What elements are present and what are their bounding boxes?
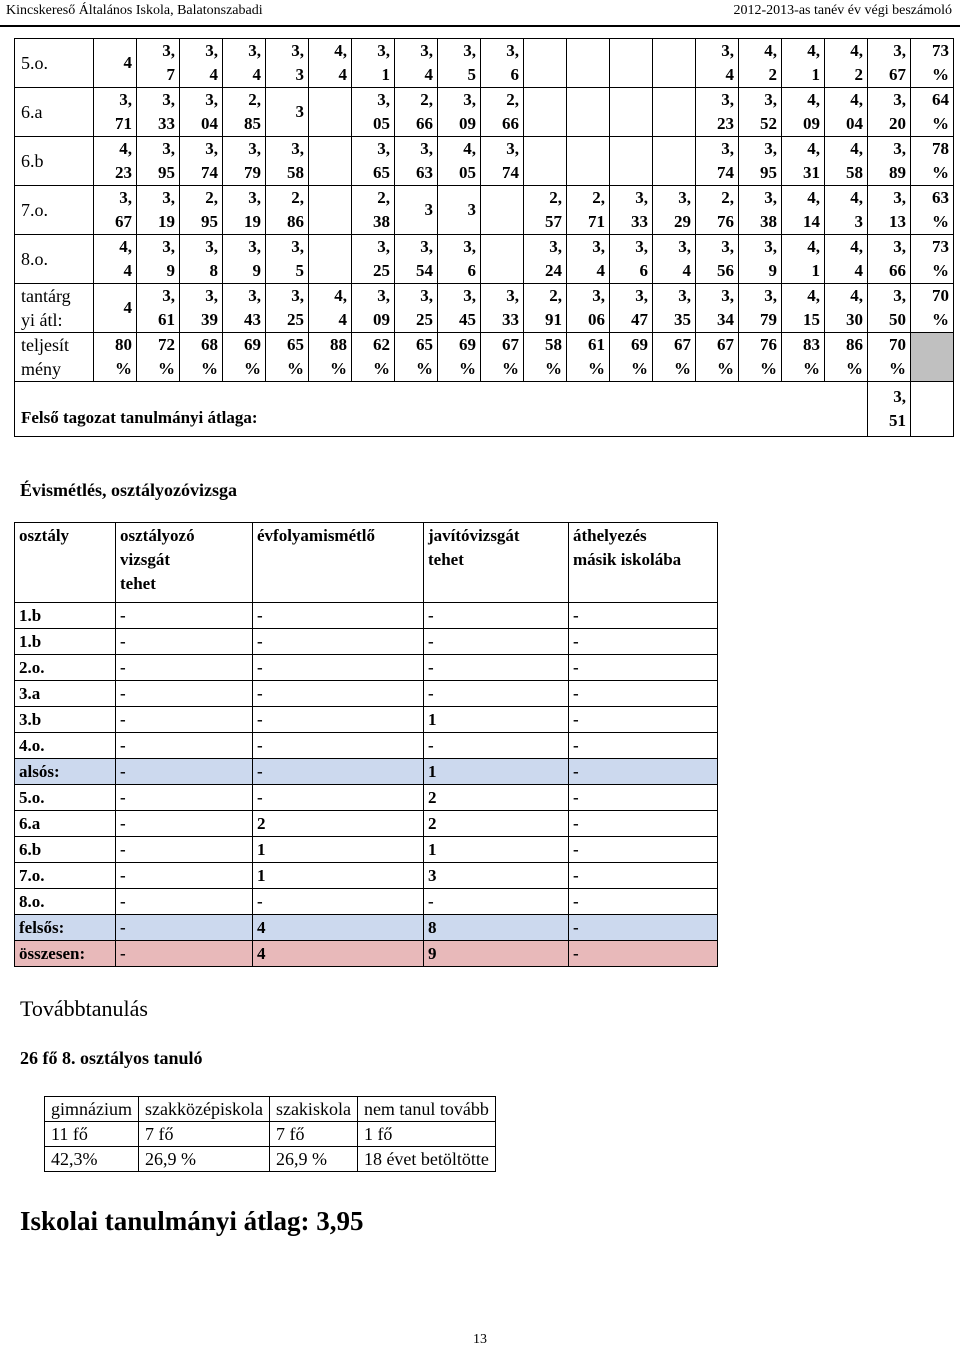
repeat-row: [15, 863, 718, 889]
repeat-cell: 4: [253, 915, 424, 941]
count-cell: 7 fő: [269, 1122, 357, 1147]
grade-cell: 3, 74: [481, 137, 524, 186]
grade-cell: 76 %: [739, 333, 782, 382]
grade-cell: 3, 6: [610, 235, 653, 284]
grade-cell: 3, 4: [395, 39, 438, 88]
grade-cell: 3, 89: [868, 137, 911, 186]
grade-cell: 3, 09: [438, 88, 481, 137]
grade-cell: 3, 61: [137, 284, 180, 333]
grades-row: [15, 186, 954, 235]
grade-cell: 3, 20: [868, 88, 911, 137]
repeat-cell: -: [116, 863, 253, 889]
grade-cell: 2, 95: [180, 186, 223, 235]
repeat-cell: -: [569, 733, 718, 759]
grade-cell: 4, 2: [825, 39, 868, 88]
grade-cell: 63 %: [911, 186, 954, 235]
repeat-cell: -: [253, 889, 424, 915]
grade-cell: [524, 39, 567, 88]
grade-cell: 4, 30: [825, 284, 868, 333]
repeat-cell: -: [569, 681, 718, 707]
repeat-cell: 3: [424, 863, 569, 889]
grade-cell: [481, 235, 524, 284]
grade-cell: [610, 88, 653, 137]
grade-cell: 64 %: [911, 88, 954, 137]
repeat-cell: 1.b: [15, 603, 116, 629]
repeat-cell: -: [569, 915, 718, 941]
grade-cell: 3, 05: [352, 88, 395, 137]
grade-cell: 3, 19: [137, 186, 180, 235]
row-label: 8.o.: [15, 235, 94, 284]
grade-cell: 88 %: [309, 333, 352, 382]
grade-cell: 67 %: [696, 333, 739, 382]
grade-cell: 3, 4: [567, 235, 610, 284]
grade-cell: 2, 85: [223, 88, 266, 137]
grade-cell: 72 %: [137, 333, 180, 382]
repeat-row: [15, 603, 718, 629]
grade-cell: 3, 13: [868, 186, 911, 235]
grade-cell: 3, 52: [739, 88, 782, 137]
grade-cell: 3, 4: [223, 39, 266, 88]
grades-row: [15, 284, 954, 333]
repeat-row: [15, 915, 718, 941]
repeat-row: [15, 941, 718, 967]
grade-cell: [567, 88, 610, 137]
grade-cell: 4, 58: [825, 137, 868, 186]
grade-cell: 73 %: [911, 235, 954, 284]
repeat-cell: -: [116, 655, 253, 681]
repeat-cell: -: [253, 629, 424, 655]
grade-cell: 3, 38: [739, 186, 782, 235]
repeat-cell: -: [116, 837, 253, 863]
grade-cell: 3, 09: [352, 284, 395, 333]
grade-cell: 2, 66: [395, 88, 438, 137]
grade-cell: 3, 74: [180, 137, 223, 186]
repeat-cell: -: [424, 681, 569, 707]
grade-cell: 2, 66: [481, 88, 524, 137]
repeat-cell: felsős:: [15, 915, 116, 941]
grade-cell: 2, 76: [696, 186, 739, 235]
repeat-cell: 6.a: [15, 811, 116, 837]
repeat-cell: -: [569, 889, 718, 915]
grade-cell: 3, 1: [352, 39, 395, 88]
further-study-percent-row: [45, 1147, 496, 1172]
header-school-name: Kincskereső Általános Iskola, Balatonszabadi: [6, 3, 263, 18]
repeat-cell: 3.a: [15, 681, 116, 707]
repeat-cell: -: [569, 811, 718, 837]
row-label: teljesít mény: [15, 333, 94, 382]
grade-cell: 80 %: [94, 333, 137, 382]
repeat-cell: 6.b: [15, 837, 116, 863]
grade-cell: 4, 4: [94, 235, 137, 284]
grade-cell: 3, 47: [610, 284, 653, 333]
header-report-title: 2012-2013-as tanév év végi beszámoló: [733, 3, 952, 18]
repeat-cell: 5.o.: [15, 785, 116, 811]
further-study-table: [44, 1096, 496, 1172]
grade-cell: 3, 9: [739, 235, 782, 284]
count-cell: 1 fő: [357, 1122, 495, 1147]
count-cell: 7 fő: [138, 1122, 269, 1147]
grade-cell: 3, 6: [481, 39, 524, 88]
grade-cell: 2, 86: [266, 186, 309, 235]
repeat-cell: -: [116, 629, 253, 655]
grade-cell: 3, 35: [653, 284, 696, 333]
grade-cell: 68 %: [180, 333, 223, 382]
repeat-cell: -: [253, 707, 424, 733]
grade-cell: 4, 3: [825, 186, 868, 235]
grade-cell: 3, 24: [524, 235, 567, 284]
upper-average-value: 3, 51: [868, 382, 911, 437]
grade-cell: 78 %: [911, 137, 954, 186]
grade-cell: 3, 58: [266, 137, 309, 186]
row-label: 6.b: [15, 137, 94, 186]
repeat-cell: -: [116, 889, 253, 915]
grade-cell: 3, 79: [223, 137, 266, 186]
grade-cell: 3, 33: [137, 88, 180, 137]
grade-cell: 3, 67: [94, 186, 137, 235]
grade-cell: 3, 54: [395, 235, 438, 284]
grade-cell: 67 %: [653, 333, 696, 382]
repeat-cell: -: [424, 603, 569, 629]
grade-cell: 3, 45: [438, 284, 481, 333]
repeat-row: [15, 785, 718, 811]
grade-cell: 4, 04: [825, 88, 868, 137]
grade-cell: 58 %: [524, 333, 567, 382]
repeat-cell: alsós:: [15, 759, 116, 785]
grade-cell: 4, 1: [782, 39, 825, 88]
grade-cell: 3, 7: [137, 39, 180, 88]
repeat-cell: -: [424, 655, 569, 681]
grade-cell: 3, 63: [395, 137, 438, 186]
grade-cell: 3, 39: [180, 284, 223, 333]
upper-average-label: Felső tagozat tanulmányi átlaga:: [15, 382, 868, 437]
repeat-cell: 2: [424, 811, 569, 837]
header-cell: gimnázium: [45, 1097, 139, 1122]
grades-row: [15, 235, 954, 284]
grade-cell: 3, 33: [610, 186, 653, 235]
percent-cell: 26,9 %: [269, 1147, 357, 1172]
grade-cell: 3, 43: [223, 284, 266, 333]
repeat-cell: 4.o.: [15, 733, 116, 759]
grade-cell: [567, 137, 610, 186]
repeat-cell: -: [569, 629, 718, 655]
repeat-cell: 1: [424, 707, 569, 733]
grade-cell: [610, 137, 653, 186]
repeat-row: [15, 837, 718, 863]
header-cell: szakiskola: [269, 1097, 357, 1122]
grades-row: [15, 333, 954, 382]
grade-cell: 3: [395, 186, 438, 235]
grades-row: [15, 88, 954, 137]
repeat-cell: -: [253, 655, 424, 681]
grade-cell: 4: [94, 39, 137, 88]
grade-cell: 3, 06: [567, 284, 610, 333]
grades-table: [14, 38, 954, 437]
grade-cell: 61 %: [567, 333, 610, 382]
further-study-header-row: [45, 1097, 496, 1122]
grade-cell: 2, 57: [524, 186, 567, 235]
repeat-cell: 3.b: [15, 707, 116, 733]
repeat-cell: -: [116, 811, 253, 837]
repeat-cell: összesen:: [15, 941, 116, 967]
repeat-header-cell: évfolyamismétlő: [253, 523, 424, 603]
repeat-cell: 1: [253, 863, 424, 889]
grade-cell: 3, 5: [438, 39, 481, 88]
repeat-cell: -: [116, 941, 253, 967]
repeat-cell: -: [569, 863, 718, 889]
grade-cell: 3, 6: [438, 235, 481, 284]
repeat-cell: 1.b: [15, 629, 116, 655]
further-study-subtitle: 26 fő 8. osztályos tanuló: [20, 1048, 203, 1068]
repeat-row: [15, 655, 718, 681]
grade-cell: 4, 14: [782, 186, 825, 235]
repeat-row: [15, 681, 718, 707]
grade-cell: 69 %: [223, 333, 266, 382]
grade-cell: [309, 186, 352, 235]
repeat-header-cell: osztály: [15, 523, 116, 603]
grade-cell: 3, 19: [223, 186, 266, 235]
grade-cell: [309, 88, 352, 137]
repeat-header-cell: javítóvizsgát tehet: [424, 523, 569, 603]
repeat-cell: 8: [424, 915, 569, 941]
repeat-cell: -: [116, 915, 253, 941]
school-average: Iskolai tanulmányi átlag: 3,95: [20, 1206, 364, 1236]
grade-cell: 70 %: [911, 284, 954, 333]
repeat-cell: -: [569, 785, 718, 811]
grade-cell: 4, 4: [309, 39, 352, 88]
grade-cell: 3, 65: [352, 137, 395, 186]
grade-cell: 86 %: [825, 333, 868, 382]
grade-cell: 67 %: [481, 333, 524, 382]
grade-cell: 83 %: [782, 333, 825, 382]
grade-cell: 3, 3: [266, 39, 309, 88]
grade-cell: 4: [94, 284, 137, 333]
grade-cell: [309, 137, 352, 186]
repeat-row: [15, 889, 718, 915]
empty-cell: [911, 382, 954, 437]
grade-cell: 3, 9: [137, 235, 180, 284]
grade-cell: 3, 66: [868, 235, 911, 284]
repeat-header-row: [15, 523, 718, 603]
grade-cell: 3, 25: [395, 284, 438, 333]
grade-cell: 3, 29: [653, 186, 696, 235]
grade-cell: 3, 25: [352, 235, 395, 284]
repeat-cell: -: [253, 785, 424, 811]
grade-cell: [653, 39, 696, 88]
grade-cell: 3, 67: [868, 39, 911, 88]
further-study-title: Továbbtanulás: [20, 996, 148, 1021]
grade-cell: 3, 56: [696, 235, 739, 284]
grade-cell: 65 %: [266, 333, 309, 382]
repeat-section-title: Évismétlés, osztályozóvizsga: [20, 480, 237, 500]
row-label: 6.a: [15, 88, 94, 137]
grade-cell: 3, 71: [94, 88, 137, 137]
upper-average-row: [15, 382, 954, 437]
repeat-cell: -: [569, 837, 718, 863]
repeat-row: [15, 629, 718, 655]
grade-cell: [610, 39, 653, 88]
grade-cell: 4, 2: [739, 39, 782, 88]
grade-cell: 2, 38: [352, 186, 395, 235]
grade-cell: [309, 235, 352, 284]
grade-cell: 3, 23: [696, 88, 739, 137]
grade-cell: 4, 1: [782, 235, 825, 284]
percent-cell: 42,3%: [45, 1147, 139, 1172]
percent-cell: 26,9 %: [138, 1147, 269, 1172]
repeat-cell: 4: [253, 941, 424, 967]
grade-cell: 4, 15: [782, 284, 825, 333]
row-label: 7.o.: [15, 186, 94, 235]
grade-cell: 69 %: [610, 333, 653, 382]
repeat-cell: -: [569, 655, 718, 681]
repeat-table: [14, 522, 718, 967]
row-label: tantárg yi átl:: [15, 284, 94, 333]
repeat-cell: -: [569, 707, 718, 733]
repeat-cell: -: [569, 941, 718, 967]
grade-cell: [524, 88, 567, 137]
repeat-cell: -: [116, 707, 253, 733]
repeat-cell: 1: [424, 759, 569, 785]
repeat-cell: -: [253, 603, 424, 629]
repeat-row: [15, 733, 718, 759]
grade-cell: 3, 33: [481, 284, 524, 333]
repeat-cell: -: [569, 759, 718, 785]
repeat-header-cell: áthelyezés másik iskolába: [569, 523, 718, 603]
repeat-row: [15, 759, 718, 785]
grade-cell: 3, 34: [696, 284, 739, 333]
repeat-cell: 2.o.: [15, 655, 116, 681]
grade-cell: 69 %: [438, 333, 481, 382]
header-rule: [0, 25, 960, 27]
repeat-cell: 1: [253, 837, 424, 863]
grade-cell: [567, 39, 610, 88]
grade-cell: 3, 8: [180, 235, 223, 284]
grade-cell: 3, 4: [180, 39, 223, 88]
grade-cell: 4, 4: [825, 235, 868, 284]
repeat-cell: 9: [424, 941, 569, 967]
repeat-row: [15, 707, 718, 733]
grade-cell: 3, 4: [653, 235, 696, 284]
percent-cell: 18 évet betöltötte: [357, 1147, 495, 1172]
grade-cell: 3, 4: [696, 39, 739, 88]
repeat-cell: -: [253, 733, 424, 759]
grade-cell: 2, 71: [567, 186, 610, 235]
grade-cell: 65 %: [395, 333, 438, 382]
repeat-cell: -: [116, 785, 253, 811]
header-cell: szakközépiskola: [138, 1097, 269, 1122]
repeat-header-cell: osztályozó vizsgát tehet: [116, 523, 253, 603]
grade-cell: 73 %: [911, 39, 954, 88]
grade-cell: 2, 91: [524, 284, 567, 333]
grade-cell: 3, 9: [223, 235, 266, 284]
page-header: [0, 0, 960, 24]
grade-cell: [911, 333, 954, 382]
repeat-cell: -: [116, 759, 253, 785]
repeat-cell: 2: [253, 811, 424, 837]
grade-cell: 4, 4: [309, 284, 352, 333]
repeat-cell: -: [116, 733, 253, 759]
grade-cell: 3, 79: [739, 284, 782, 333]
repeat-cell: 2: [424, 785, 569, 811]
grade-cell: 3, 04: [180, 88, 223, 137]
grade-cell: 4, 09: [782, 88, 825, 137]
grade-cell: 4, 05: [438, 137, 481, 186]
header-cell: nem tanul tovább: [357, 1097, 495, 1122]
grade-cell: 3: [266, 88, 309, 137]
grade-cell: 3, 5: [266, 235, 309, 284]
grades-row: [15, 39, 954, 88]
grade-cell: [653, 88, 696, 137]
repeat-cell: -: [569, 603, 718, 629]
grade-cell: [524, 137, 567, 186]
repeat-cell: 7.o.: [15, 863, 116, 889]
grade-cell: 3, 95: [137, 137, 180, 186]
count-cell: 11 fő: [45, 1122, 139, 1147]
repeat-cell: -: [424, 629, 569, 655]
grade-cell: 3, 25: [266, 284, 309, 333]
grade-cell: 3, 95: [739, 137, 782, 186]
grade-cell: 70 %: [868, 333, 911, 382]
repeat-cell: -: [253, 759, 424, 785]
grades-row: [15, 137, 954, 186]
grade-cell: 3, 50: [868, 284, 911, 333]
grade-cell: 3: [438, 186, 481, 235]
grade-cell: 3, 74: [696, 137, 739, 186]
repeat-cell: -: [116, 603, 253, 629]
repeat-cell: 1: [424, 837, 569, 863]
grade-cell: 62 %: [352, 333, 395, 382]
repeat-row: [15, 811, 718, 837]
grade-cell: [481, 186, 524, 235]
repeat-cell: -: [424, 733, 569, 759]
repeat-cell: -: [116, 681, 253, 707]
repeat-cell: -: [253, 681, 424, 707]
grade-cell: 4, 31: [782, 137, 825, 186]
repeat-cell: -: [424, 889, 569, 915]
grade-cell: [653, 137, 696, 186]
further-study-count-row: [45, 1122, 496, 1147]
row-label: 5.o.: [15, 39, 94, 88]
page-number: 13: [473, 1332, 487, 1347]
grade-cell: 4, 23: [94, 137, 137, 186]
repeat-cell: 8.o.: [15, 889, 116, 915]
